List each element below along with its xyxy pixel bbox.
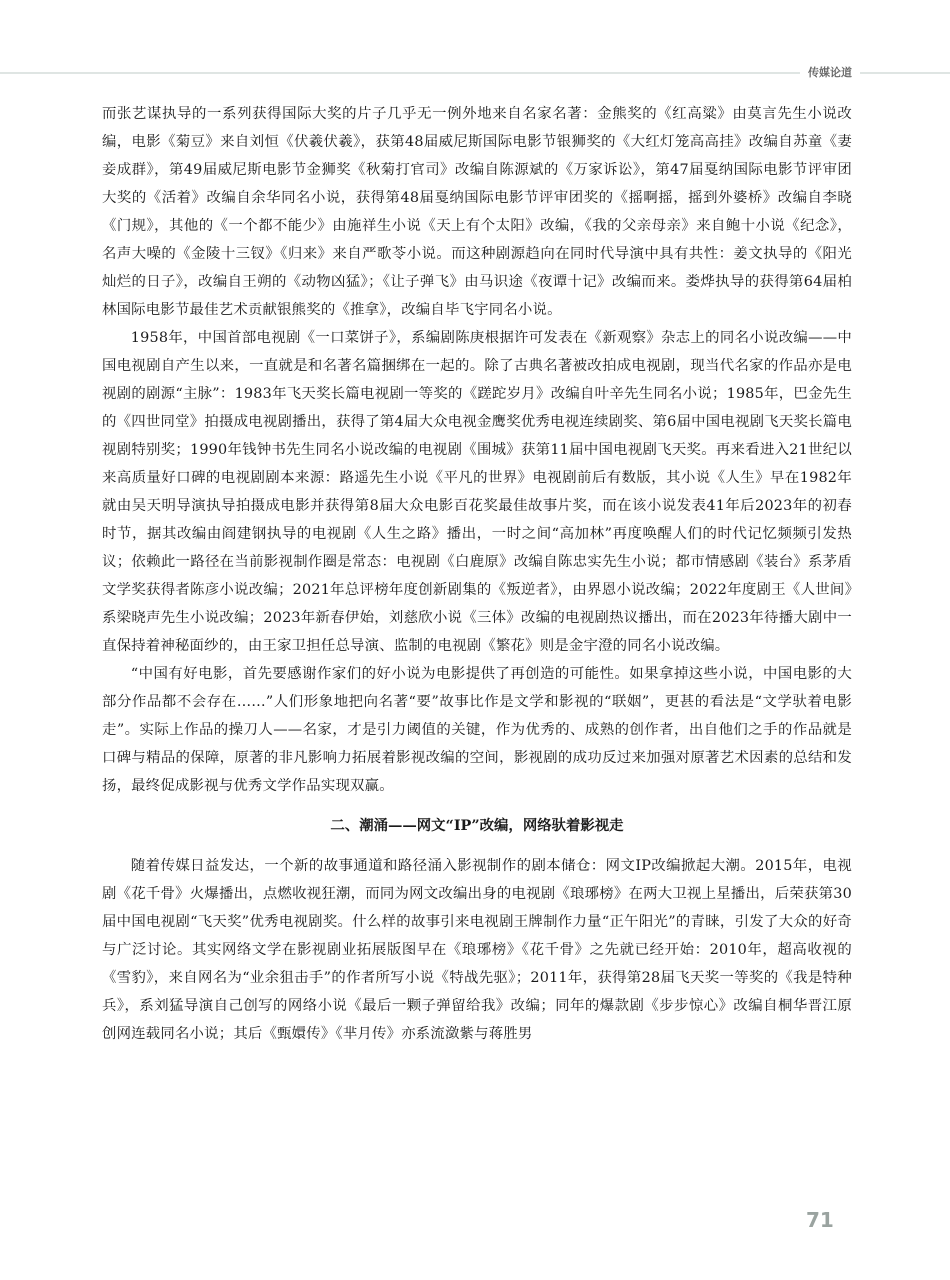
article-body — [102, 100, 852, 1048]
paragraph-1: 而张艺谋执导的一系列获得国际大奖的片子几乎无一例外地来自名家名著：金熊奖的《红高粱》由莫言先生小说改编，电影《菊豆》来自刘恒《伏羲伏羲》，获第48届威尼斯国际电影节银狮奖的《大红灯笼高高挂》改编自苏童《妻妾成群》，第49届威尼斯电影节金狮奖《秋菊打官司》改编自陈源斌的《万家诉讼》，第47届戛纳国际电影节评审团大奖的《活着》改编自余华同名小说，获得第48届戛纳国际电影节评审团奖的《摇啊摇，摇到外婆桥》改编自李晓《门规》，其他的《一个都不能少》由施祥生小说《天上有个太阳》改编，《我的父亲母亲》来自鲍十小说《纪念》，名声大噪的《金陵十三钗》《归来》来自严歌苓小说。而这种剧源趋向在同时代导演中具有共性：姜文执导的《阳光灿烂的日子》，改编自王朔的《动物凶猛》；《让子弹飞》由马识途《夜谭十记》改编而来。娄烨执导的获得第64届柏林国际电影节最佳艺术贡献银熊奖的《推拿》，改编自毕飞宇同名小说。 — [102, 106, 852, 318]
paragraph-2: 1958年，中国首部电视剧《一口菜饼子》，系编剧陈庚根据许可发表在《新观察》杂志上的同名小说改编——中国电视剧自产生以来，一直就是和名著名篇捆绑在一起的。除了古典名著被改拍成电视剧，现当代名家的作品亦是电视剧的剧源“主脉”：1983年飞天奖长篇电视剧一等奖的《蹉跎岁月》改编自叶辛先生同名小说；1985年，巴金先生的《四世同堂》拍摄成电视剧播出，获得了第4届大众电视金鹰奖优秀电视连续剧奖、第6届中国电视剧飞天奖长篇电视剧特别奖；1990年钱钟书先生同名小说改编的电视剧《围城》获第11届中国电视剧飞天奖。再来看进入21世纪以来高质量好口碑的电视剧剧本来源：路遥先生小说《平凡的世界》电视剧前后有数版，其小说《人生》早在1982年就由吴天明导演执导拍摄成电影并获得第8届大众电影百花奖最佳故事片奖，而在该小说发表41年后2023年的初春时节，据其改编由阎建钢执导的电视剧《人生之路》播出，一时之间“高加林”再度唤醒人们的时代记忆频频引发热议；依赖此一路径在当前影视制作圈是常态：电视剧《白鹿原》改编自陈忠实先生小说；都市情感剧《装台》系茅盾文学奖获得者陈彦小说改编；2021年总评榜年度创新剧集的《叛逆者》，由界恩小说改编；2022年度剧王《人世间》系梁晓声先生小说改编；2023年新春伊始，刘慈欣小说《三体》改编的电视剧热议播出，而在2023年待播大剧中一直保持着神秘面纱的，由王家卫担任总导演、监制的电视剧《繁花》则是金宇澄的同名小说改编。 — [102, 330, 852, 654]
section-heading: 二、潮涌——网文“IP”改编，网络驮着影视走 — [330, 817, 624, 834]
running-header: 传媒论道 — [800, 66, 860, 80]
paragraph-4: 随着传媒日益发达，一个新的故事通道和路径涌入影视制作的剧本储仓：网文IP改编掀起大潮。2015年，电视剧《花千骨》火爆播出，点燃收视狂潮，而同为网文改编出身的电视剧《琅琊榜》在两大卫视上星播出，后荣获第30届中国电视剧“飞天奖”优秀电视剧奖。什么样的故事引来电视剧王牌制作力量“正午阳光”的青睐，引发了大众的好奇与广泛讨论。其实网络文学在影视剧业拓展版图早在《琅琊榜》《花千骨》之先就已经开始：2010年，超高收视的《雪豹》，来自网名为“业余狙击手”的作者所写小说《特战先驱》；2011年，获得第28届飞天奖一等奖的《我是特种兵》，系刘猛导演自己创写的网络小说《最后一颗子弹留给我》改编；同年的爆款剧《步步惊心》改编自桐华晋江原创网连载同名小说；其后《甄嬛传》《芈月传》亦系流潋紫与蒋胜男 — [102, 858, 852, 1042]
paragraph-3: “中国有好电影，首先要感谢作家们的好小说为电影提供了再创造的可能性。如果拿掉这些小说，中国电影的大部分作品都不会存在……”人们形象地把向名著“要”故事比作是文学和影视的“联姻”，更甚的看法是“文学驮着电影走”。实际上作品的操刀人——名家，才是引力阈值的关键，作为优秀的、成熟的创作者，出自他们之手的作品就是口碑与精品的保障，原著的非凡影响力拓展着影视改编的空间，影视剧的成功反过来加强对原著艺术因素的总结和发扬，最终促成影视与优秀文学作品实现双赢。 — [102, 666, 852, 794]
page-number: 71 — [806, 1208, 834, 1232]
